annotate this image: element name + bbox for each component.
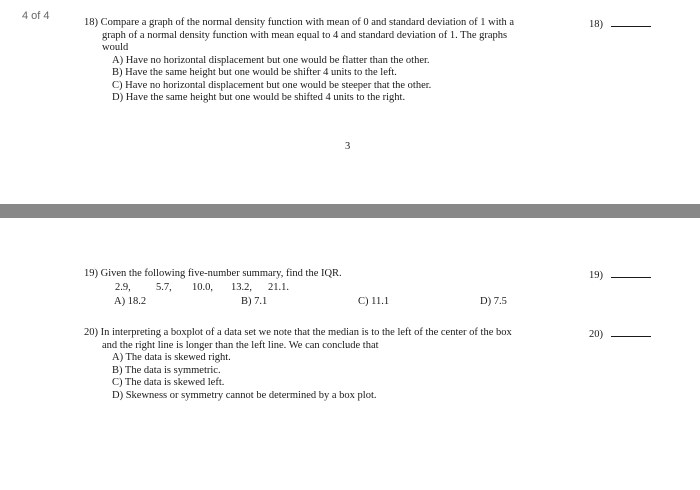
question-20-stem-line1: 20) In interpreting a boxplot of a data set we note that the median is to the left of the center of the box (84, 327, 512, 338)
question-19-answer (589, 268, 651, 283)
question-20-answer-blank[interactable] (611, 327, 651, 337)
question-19-choice-a: A) 18.2 (114, 296, 147, 307)
question-19-answer-blank[interactable] (611, 268, 651, 278)
question-18-choice-d: D) Have the same height but one would be shifted 4 units to the right. (112, 92, 406, 103)
question-20-choice-a: A) The data is skewed right. (112, 352, 231, 363)
five-number-median: 10.0, (192, 282, 213, 293)
question-19-choice-c: C) 11.1 (358, 296, 390, 307)
question-18-stem-line2: graph of a normal density function with mean equal to 4 and standard deviation of 1. The graphs (102, 29, 508, 41)
question-20-choice-b: B) The data is symmetric. (112, 364, 221, 376)
question-19 (84, 268, 584, 281)
question-20-stem-line2: and the right line is longer than the left line. We can conclude that (102, 339, 379, 351)
page-number: 3 (345, 141, 351, 152)
question-18-stem-line1: 18) Compare a graph of the normal density function with mean of 0 and standard deviation of 1 with a (84, 17, 515, 28)
question-20 (84, 327, 584, 402)
question-18-choice-c: C) Have no horizontal displacement but one would be steeper that the other. (112, 79, 432, 91)
question-18 (84, 17, 584, 105)
five-number-max: 21.1. (268, 282, 289, 293)
page-indicator: 4 of 4 (22, 10, 50, 22)
question-18-answer-blank[interactable] (611, 17, 651, 27)
five-number-q3: 13.2, (231, 282, 252, 293)
question-19-answer-number: 19) (589, 270, 603, 281)
question-18-choice-a: A) Have no horizontal displacement but one would be flatter than the other. (112, 54, 430, 66)
question-19-choice-b: B) 7.1 (241, 296, 268, 307)
question-20-choice-d: D) Skewness or symmetry cannot be determined by a box plot. (112, 389, 377, 401)
five-number-min: 2.9, (115, 282, 131, 293)
question-19-choice-d: D) 7.5 (480, 296, 507, 307)
question-18-answer-number: 18) (589, 19, 603, 30)
question-20-choice-c: C) The data is skewed left. (112, 377, 225, 388)
question-18-stem-line3: would (102, 42, 129, 53)
five-number-q1: 5.7, (156, 282, 172, 293)
question-20-answer-number: 20) (589, 329, 603, 340)
question-18-answer (589, 17, 651, 32)
question-19-stem: 19) Given the following five-number summary, find the IQR. (84, 268, 342, 279)
page-separator (0, 204, 700, 218)
question-18-choice-b: B) Have the same height but one would be shifter 4 units to the left. (112, 67, 397, 78)
question-20-answer (589, 327, 651, 342)
